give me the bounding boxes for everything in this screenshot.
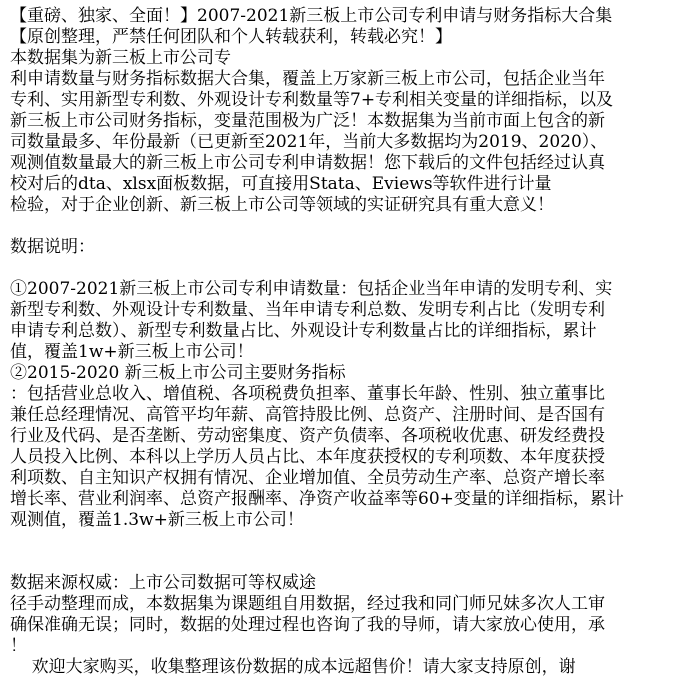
intro-line: 利申请数量与财务指标数据大合集，覆盖上万家新三板上市公司，包括企业当年 (10, 69, 605, 89)
source-line: 欢迎大家购买，收集整理该份数据的成本远超售价！请大家支持原创，谢 (10, 657, 576, 677)
item-line: 增长率、营业利润率、总资产报酬率、净资产收益率等60+变量的详细指标，累计 (10, 489, 624, 509)
intro-line: 司数量最多、年份最新（已更新至2021年，当前大多数据均为2019、2020）、 (10, 132, 608, 152)
source-line: ！ (10, 636, 27, 656)
source-line: 径手动整理而成，本数据集为课题组自用数据，经过我和同门师兄妹多次人工审 (10, 594, 605, 614)
intro-line: 观测值数量最大的新三板上市公司专利申请数据！您下载后的文件包括经过认真 (10, 153, 605, 173)
data-item-financials (10, 363, 700, 531)
spacer (10, 258, 700, 279)
source-line: 确保准确无误；同时，数据的处理过程也咨询了我的导师，请大家放心使用，承 (10, 615, 605, 635)
data-item-patents (10, 279, 700, 363)
spacer (10, 531, 700, 573)
intro-line: 本数据集为新三板上市公司专 (10, 48, 231, 68)
source-line: 数据来源权威：上市公司数据可等权威途 (10, 573, 316, 593)
item-line: 新型专利数、外观设计专利数量、当年申请专利总数、发明专利占比（发明专利 (10, 300, 605, 320)
intro-line: 新三板上市公司财务指标，变量范围极为广泛！本数据集为当前市面上包含的新 (10, 111, 605, 131)
item-line: 利项数、自主知识产权拥有情况、企业增加值、全员劳动生产率、总资产增长率 (10, 468, 605, 488)
spacer (10, 216, 700, 237)
item-line: 观测值，覆盖1.3w+新三板上市公司！ (10, 510, 304, 530)
document-body (10, 6, 700, 678)
title-line: 【重磅、独家、全面！】2007-2021新三板上市公司专利申请与财务指标大合集 (10, 6, 613, 26)
item-line: 行业及代码、是否垄断、劳动密集度、资产负债率、各项税收优惠、研发经费投 (10, 426, 605, 446)
item-line: ①2007-2021新三板上市公司专利申请数量：包括企业当年申请的发明专利、实 (10, 279, 613, 299)
notice-line: 【原创整理，严禁任何团队和个人转载获利，转载必究！】 (10, 27, 452, 47)
item-line: ②2015-2020 新三板上市公司主要财务指标 (10, 363, 346, 383)
intro-paragraph (10, 48, 700, 216)
item-line: 值，覆盖1w+新三板上市公司！ (10, 342, 254, 362)
item-line: 兼任总经理情况、高管平均年薪、高管持股比例、总资产、注册时间、是否国有 (10, 405, 605, 425)
intro-line: 校对后的dta、xlsx面板数据，可直接用Stata、Eviews等软件进行计量 (10, 174, 552, 194)
intro-line: 检验，对于企业创新、新三板上市公司等领域的实证研究具有重大意义！ (10, 195, 554, 215)
source-paragraph (10, 573, 700, 678)
item-line: 人员投入比例、本科以上学历人员占比、本年度获授权的专利项数、本年度获授 (10, 447, 605, 467)
item-line: 申请专利总数）、新型专利数量占比、外观设计专利数量占比的详细指标，累计 (10, 321, 597, 341)
item-line: ：包括营业总收入、增值税、各项税费负担率、董事长年龄、性别、独立董事比 (10, 384, 605, 404)
intro-line: 专利、实用新型专利数、外观设计专利数量等7+专利相关变量的详细指标，以及 (10, 90, 614, 110)
section-heading: 数据说明： (10, 237, 95, 257)
